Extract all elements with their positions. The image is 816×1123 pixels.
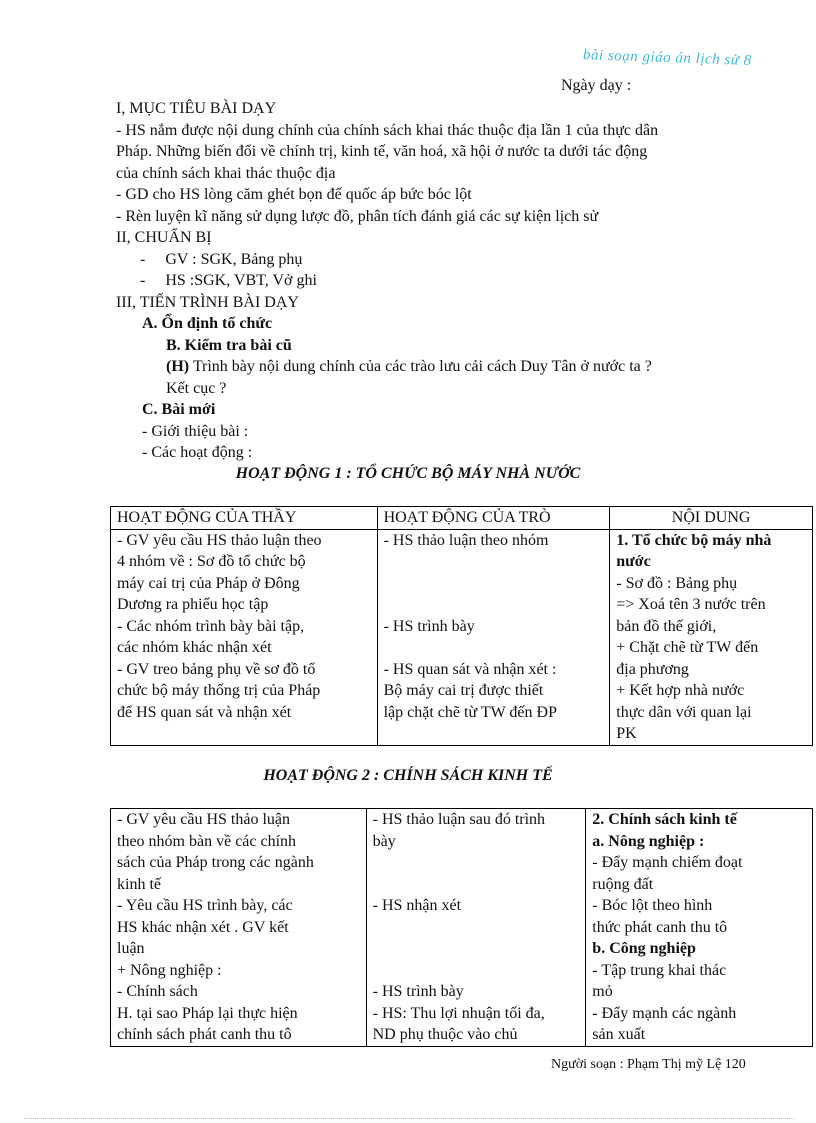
cell-line: - HS trình bày [372, 983, 464, 1000]
cell-line: kinh tế [117, 875, 161, 893]
subsection-title: B. Kiểm tra bài cũ [166, 336, 292, 354]
cell-line: máy cai trị của Pháp ở Đông [117, 574, 300, 592]
list-item: - HS :SGK, VBT, Vở ghi [140, 272, 317, 289]
cell-line: - HS quan sát và nhận xét : [383, 660, 557, 678]
footer-divider [24, 1118, 794, 1119]
list-item: - Giới thiệu bài : [142, 422, 249, 440]
cell-line: luận [117, 940, 145, 957]
activity2-heading: HOẠT ĐỘNG 2 : CHÍNH SÁCH KINH TẾ [263, 767, 553, 784]
question-text: Trình bày nội dung chính của các trào lưu cải cách Duy Tân ở nước ta ? [189, 358, 652, 375]
subsection-title: C. Bài mới [142, 401, 216, 418]
student-cell [377, 529, 610, 745]
content-cell [610, 529, 813, 745]
cell-line: - Sơ đồ : Bảng phụ [616, 574, 738, 592]
section-title: III, TIẾN TRÌNH BÀI DẠY [116, 293, 299, 311]
question [116, 356, 658, 378]
cell-line: - Bóc lột theo hình [592, 897, 713, 914]
cell-line: + Chặt chẽ từ TW đến [616, 639, 759, 656]
cell-spacer [373, 874, 580, 896]
teacher-cell [111, 809, 367, 1047]
cell-spacer [384, 573, 604, 595]
cell-line: - Tập trung khai thác [592, 961, 727, 979]
cell-line: - HS: Thu lợi nhuận tối đa, [372, 1004, 545, 1022]
column-header: NỘI DUNG [610, 507, 813, 530]
cell-spacer [373, 852, 580, 874]
cell-line: địa phương [616, 660, 689, 678]
cell-line: sách của Pháp trong các ngành [117, 854, 314, 871]
cell-line: ruộng đất [592, 875, 654, 893]
cell-line: - GV yêu cầu HS thảo luận theo [117, 531, 322, 549]
cell-line: thức phát canh thu tô [592, 918, 728, 936]
cell-spacer [384, 594, 604, 616]
cell-line: thực dân với quan lại [616, 703, 752, 721]
paragraph: - Rèn luyện kĩ năng sử dụng lược đồ, phân tích đánh giá các sự kiện lịch sử [116, 207, 599, 225]
paragraph: - HS nắm được nội dung chính của chính sách khai thác thuộc địa lần 1 của thực dân [116, 121, 659, 139]
cell-line: lập chặt chẽ từ TW đến ĐP [383, 703, 557, 721]
content-subtitle: a. Nông nghiệp : [592, 832, 705, 850]
cell-spacer [373, 917, 580, 939]
cell-spacer [373, 960, 580, 982]
cell-line: H. tại sao Pháp lại thực hiện [117, 1004, 298, 1022]
cell-line: chính sách phát canh thu tô [117, 1026, 292, 1043]
paragraph: Pháp. Những biến đổi về chính trị, kinh tế, văn hoá, xã hội ở nước ta dưới tác động [116, 143, 648, 160]
cell-line: HS khác nhận xét . GV kết [117, 918, 289, 936]
list-item: - GV : SGK, Bảng phụ [140, 250, 303, 268]
activity1-heading: HOẠT ĐỘNG 1 : TỔ CHỨC BỘ MÁY NHÀ NƯỚC [235, 465, 581, 482]
column-header: HOẠT ĐỘNG CỦA THẦY [111, 507, 378, 530]
cell-line: - Chính sách [117, 983, 198, 1000]
cell-line: => Xoá tên 3 nước trên [616, 596, 766, 613]
cell-line: - HS nhận xét [372, 897, 462, 914]
cell-spacer [384, 551, 604, 573]
list-item: - Các hoạt động : [142, 444, 253, 461]
cell-line: - HS trình bày [383, 617, 475, 635]
content-subtitle: b. Công nghiệp [592, 940, 696, 957]
cell-line: sản xuất [592, 1026, 646, 1043]
student-cell [366, 809, 586, 1047]
cell-line: PK [616, 725, 637, 742]
date-label: Ngày dạy : [561, 77, 632, 94]
cell-line: để HS quan sát và nhận xét [117, 703, 292, 721]
cell-line: các nhóm khác nhận xét [117, 639, 272, 656]
activity2-table [110, 808, 813, 1047]
table-header-row [111, 507, 813, 530]
content-title: 1. Tổ chức bộ máy nhà [616, 531, 772, 549]
cell-line: + Nông nghiệp : [117, 961, 222, 979]
table-row [111, 809, 813, 1047]
cell-line: - Yêu cầu HS trình bày, các [117, 897, 293, 914]
cell-spacer [373, 938, 580, 960]
content-title: 2. Chính sách kinh tế [592, 811, 737, 828]
watermark: bài soạn giáo án lịch sử 8 [582, 47, 752, 69]
cell-line: chức bộ máy thống trị của Pháp [117, 682, 321, 699]
question-label: (H) [166, 358, 190, 375]
page-footer: Người soạn : Phạm Thị mỹ Lệ 120 [551, 1057, 746, 1072]
paragraph: - GD cho HS lòng căm ghét bọn đế quốc áp bức bóc lột [116, 186, 472, 203]
column-header: HOẠT ĐỘNG CỦA TRÒ [377, 507, 610, 530]
subsection-title: A. Ổn định tổ chức [142, 315, 273, 332]
cell-line: ND phụ thuộc vào chủ [372, 1026, 518, 1043]
cell-line: 4 nhóm về : Sơ đồ tổ chức bộ [117, 553, 306, 570]
cell-line: - Các nhóm trình bày bài tập, [117, 617, 305, 635]
cell-line: - GV yêu cầu HS thảo luận [117, 811, 290, 828]
cell-spacer [384, 637, 604, 659]
table-row [111, 529, 813, 745]
section-title: II, CHUẨN BỊ [116, 229, 212, 246]
activity1-table [110, 506, 813, 746]
cell-line: - HS thảo luận theo nhóm [383, 531, 549, 549]
paragraph: của chính sách khai thác thuộc địa [116, 164, 336, 182]
cell-line: theo nhóm bàn về các chính [117, 832, 297, 850]
cell-line: mỏ [592, 983, 613, 1000]
cell-line: - GV treo bảng phụ về sơ đồ tổ [117, 660, 316, 678]
objectives-section [116, 98, 658, 464]
content-cell [586, 809, 813, 1047]
content-title: nước [616, 553, 651, 570]
cell-line: Dương ra phiếu học tập [117, 596, 269, 613]
cell-line: bản đồ thế giới, [616, 617, 717, 635]
cell-line: Bộ máy cai trị được thiết [383, 682, 544, 699]
cell-line: - Đẩy mạnh các ngành [592, 1004, 737, 1022]
section-title: I, MỤC TIÊU BÀI DẠY [116, 100, 277, 117]
teacher-cell [111, 529, 378, 745]
cell-line: + Kết hợp nhà nước [616, 682, 745, 699]
question-text: Kết cục ? [166, 379, 227, 397]
cell-line: bày [372, 832, 396, 850]
cell-line: - Đẩy mạnh chiếm đoạt [592, 854, 743, 871]
cell-line: - HS thảo luận sau đó trình [372, 811, 546, 828]
